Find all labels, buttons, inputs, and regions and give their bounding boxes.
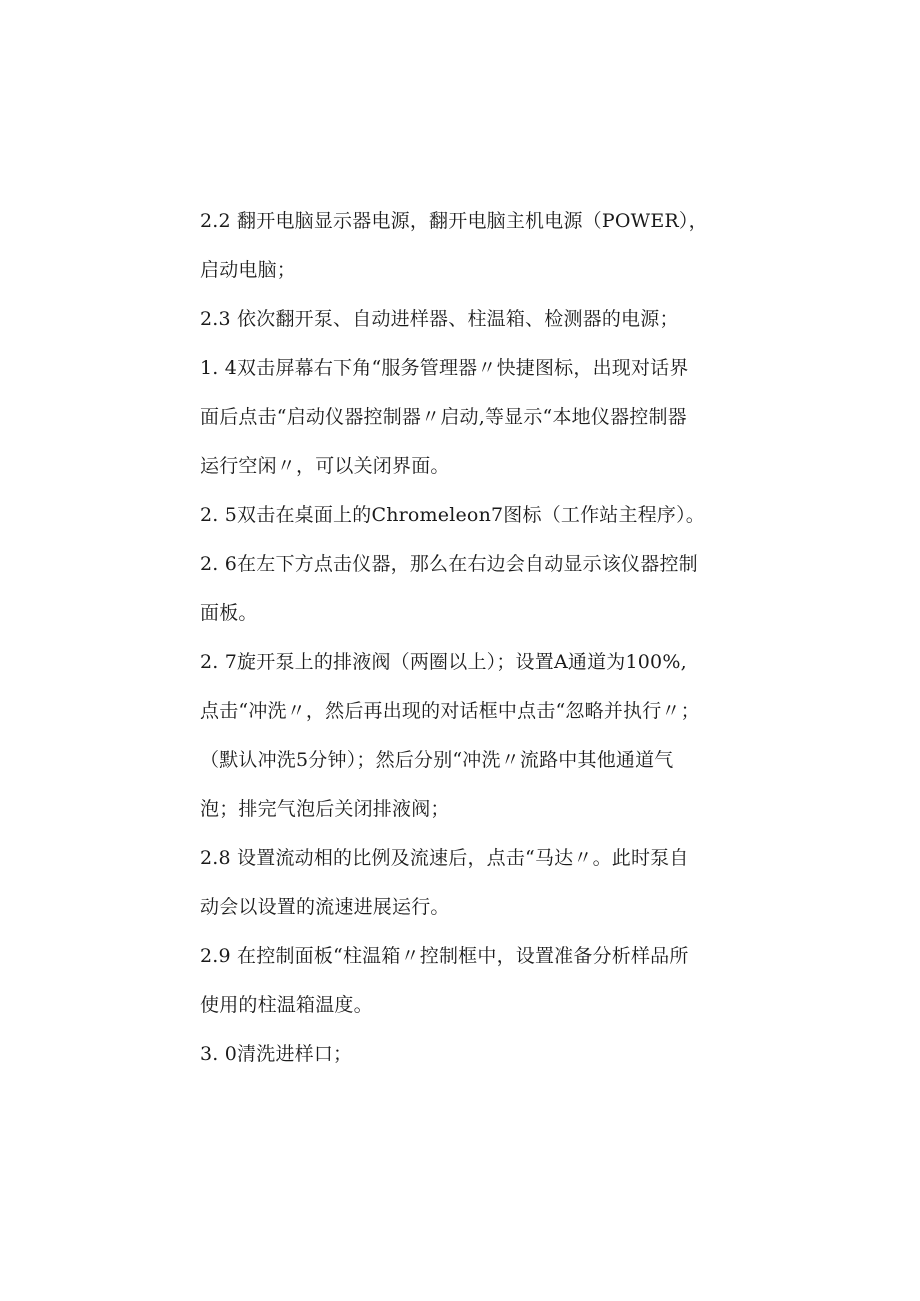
step-2-3-line-1: 2.3 依次翻开泵、自动进样器、柱温箱、检测器的电源； <box>200 308 679 330</box>
step-2-4-line-3: 运行空闲〃，可以关闭界面。 <box>200 455 450 477</box>
step-2-5-line-1: 2. 5双击在桌面上的Chromeleon7图标（工作站主程序）。 <box>200 504 705 526</box>
step-2-9-line-1: 2.9 在控制面板“柱温箱〃控制框中，设置准备分析样品所 <box>200 945 689 967</box>
step-2-7-line-4: 泡；排完气泡后关闭排液阀； <box>200 798 450 820</box>
step-3-0-line-1: 3. 0清洗进样口； <box>200 1043 353 1065</box>
step-2-7-line-2: 点击“冲洗〃，然后再出现的对话框中点击“忽略并执行〃； <box>200 700 700 722</box>
document-body <box>200 206 740 1088</box>
step-2-8-line-2: 动会以设置的流速进展运行。 <box>200 896 450 918</box>
step-2-6-line-1: 2. 6在左下方点击仪器，那么在右边会自动显示该仪器控制 <box>200 553 698 575</box>
step-2-7-line-1: 2. 7旋开泵上的排液阀（两圈以上）；设置A通道为100%, <box>200 651 687 673</box>
step-2-7-line-3: （默认冲洗5分钟）；然后分别“冲洗〃流路中其他通道气 <box>200 749 674 771</box>
step-2-9-line-2: 使用的柱温箱温度。 <box>200 994 373 1016</box>
step-2-4-line-2: 面后点击“启动仪器控制器〃启动,等显示“本地仪器控制器 <box>200 406 687 428</box>
step-2-2-line-1: 2.2 翻开电脑显示器电源，翻开电脑主机电源（POWER）， <box>200 210 708 232</box>
step-2-6-line-2: 面板。 <box>200 602 258 624</box>
step-2-8-line-1: 2.8 设置流动相的比例及流速后，点击“马达〃。此时泵自 <box>200 847 689 869</box>
step-2-2-line-2: 启动电脑； <box>200 259 297 281</box>
step-2-4-line-1: 1. 4双击屏幕右下角“服务管理器〃快捷图标，出现对话界 <box>200 357 689 379</box>
